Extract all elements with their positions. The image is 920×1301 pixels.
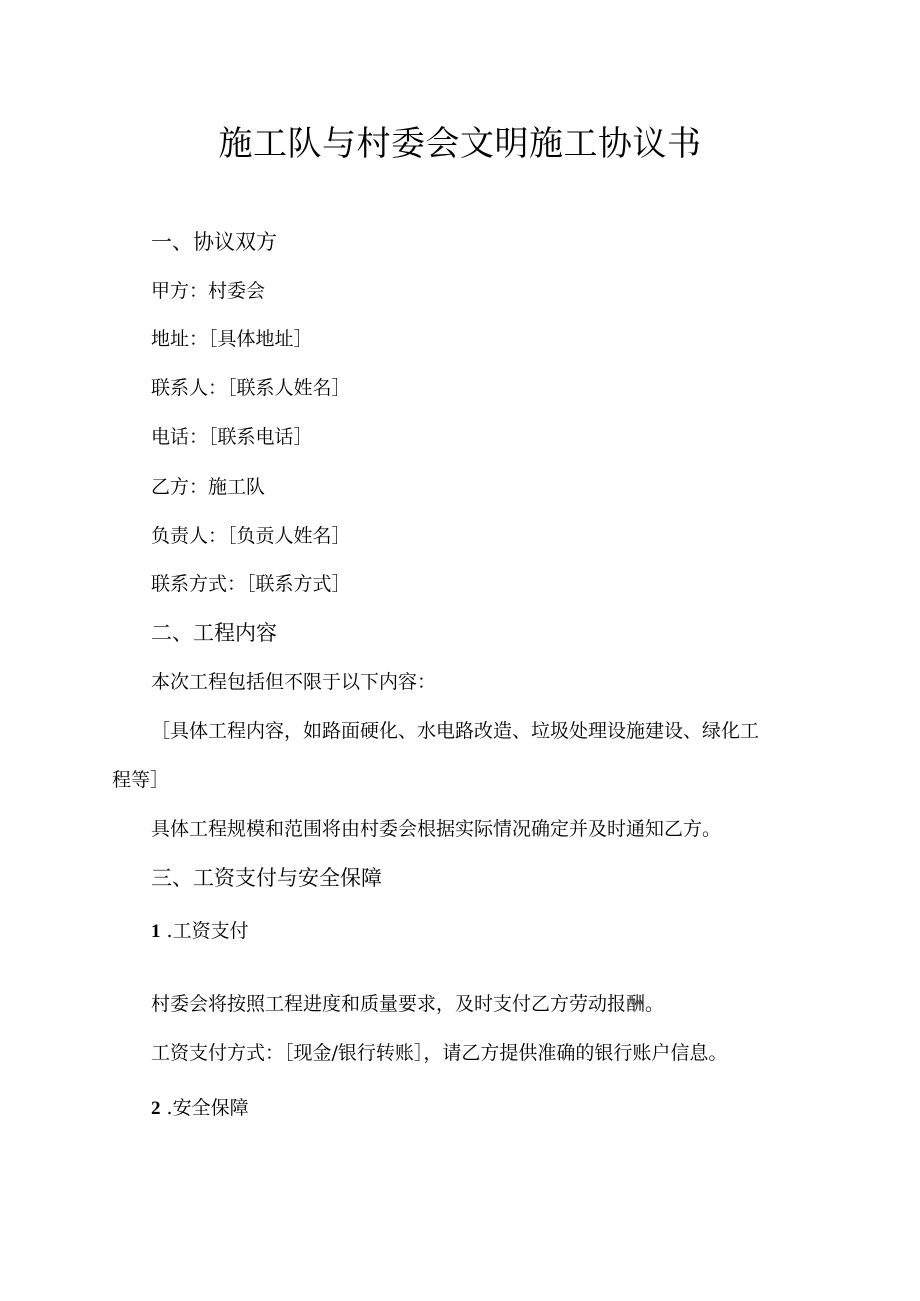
- payment-method-line: 工资支付方式：［现金/银行转账］，请乙方提供准确的银行账户信息。: [151, 1042, 728, 1064]
- document-title: 施工队与村委会文明施工协议书: [218, 124, 702, 164]
- section-heading-project: 二、工程内容: [151, 621, 277, 645]
- contact-method-line: 联系方式：［联系方式］: [151, 573, 351, 595]
- party-a-line: 甲方：村委会: [151, 280, 266, 302]
- payment-text-line: 村委会将按照工程进度和质量要求，及时支付乙方劳动报酬。: [151, 993, 665, 1015]
- project-scope-line: 具体工程规模和范围将由村委会根据实际情况确定并及时通知乙方。: [151, 818, 722, 840]
- section-heading-wages-safety: 三、工资支付与安全保障: [151, 866, 382, 890]
- project-intro-line: 本次工程包括但不限于以下内容：: [151, 671, 437, 693]
- section-heading-parties: 一、协议双方: [151, 230, 277, 254]
- contact-person-line: 联系人：［联系人姓名］: [151, 377, 351, 399]
- address-line: 地址：［具体地址］: [151, 328, 313, 350]
- project-content-line-2: 程等］: [112, 769, 170, 791]
- item-title: .安全保障: [166, 1097, 249, 1119]
- item-safety: [151, 1094, 249, 1123]
- item-title: .工资支付: [166, 920, 249, 942]
- responsible-person-line: 负责人：［负贡人姓名］: [151, 525, 351, 547]
- party-b-line: 乙方：施工队: [151, 476, 266, 498]
- item-number: 2: [151, 1098, 161, 1119]
- phone-line: 电话：［联系电话］: [151, 426, 313, 448]
- item-wage-payment: [151, 917, 249, 946]
- item-number: 1: [151, 921, 161, 942]
- project-content-line-1: ［具体工程内容，如路面硬化、水电路改造、垃圾处理设施建设、绿化工: [151, 720, 760, 742]
